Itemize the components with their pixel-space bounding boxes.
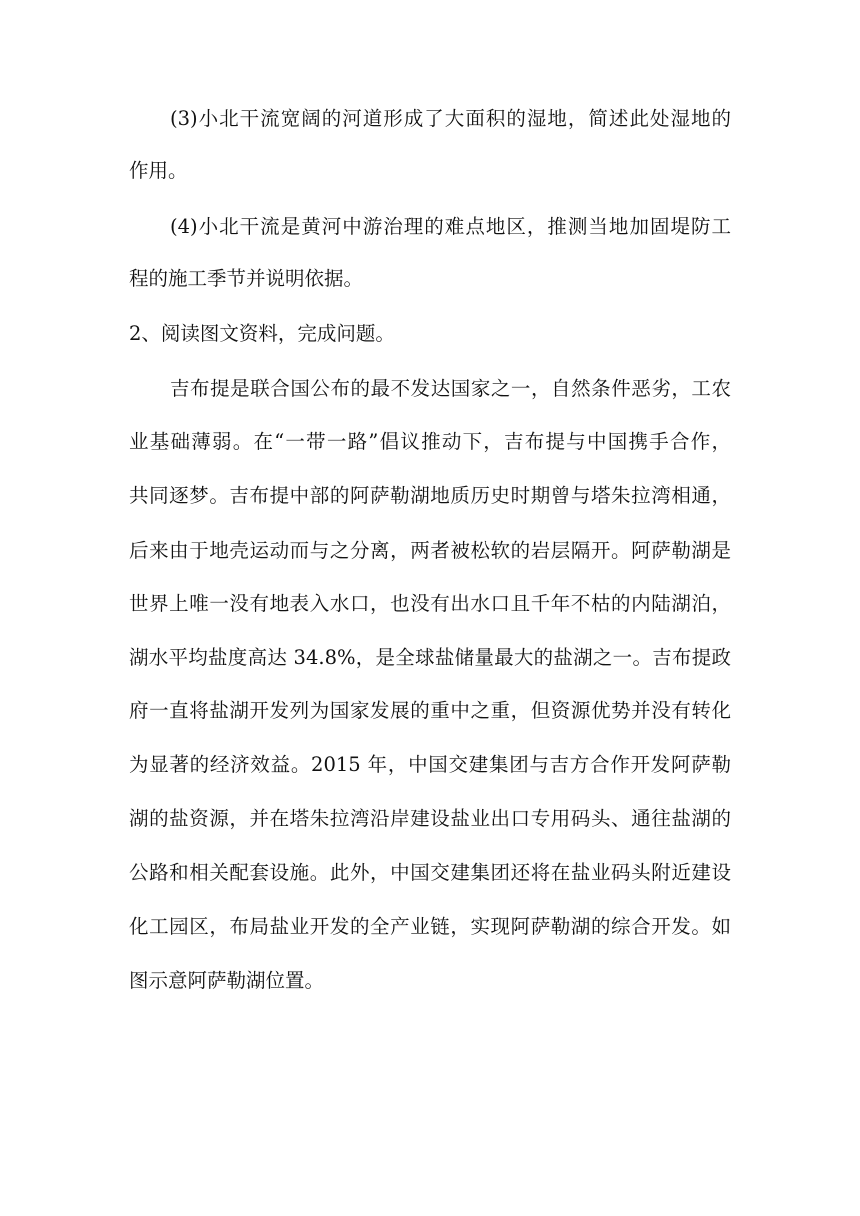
passage-line: 共同逐梦。吉布提中部的阿萨勒湖地质历史时期曾与塔朱拉湾相通， (129, 484, 731, 507)
passage-line: 世界上唯一没有地表入水口，也没有出水口且千年不枯的内陆湖泊， (129, 592, 731, 615)
passage-line: 公路和相关配套设施。此外，中国交建集团还将在盐业码头附近建设 (129, 861, 731, 884)
passage-line: 化工园区，布局盐业开发的全产业链，实现阿萨勒湖的综合开发。如 (129, 915, 731, 938)
passage-line: 图示意阿萨勒湖位置。 (129, 969, 325, 992)
passage-line: 后来由于地壳运动而与之分离，两者被松软的岩层隔开。阿萨勒湖是 (129, 539, 731, 562)
passage-line: 为显著的经济效益。2015 年，中国交建集团与吉方合作开发阿萨勒 (129, 753, 731, 776)
question-4-line-1: (4)小北干流是黄河中游治理的难点地区，推测当地加固堤防工 (170, 215, 731, 238)
question-3-line-2: 作用。 (129, 159, 188, 182)
passage-line: 湖水平均盐度高达 34.8%，是全球盐储量最大的盐湖之一。吉布提政 (129, 646, 731, 669)
passage-line: 吉布提是联合国公布的最不发达国家之一，自然条件恶劣，工农 (170, 377, 731, 400)
passage-line: 业基础薄弱。在“一带一路”倡议推动下，吉布提与中国携手合作， (129, 430, 731, 453)
passage-line: 府一直将盐湖开发列为国家发展的重中之重，但资源优势并没有转化 (129, 699, 731, 722)
question-3-line-1: (3)小北干流宽阔的河道形成了大面积的湿地，简述此处湿地的 (170, 107, 731, 130)
passage-line: 湖的盐资源，并在塔朱拉湾沿岸建设盐业出口专用码头、通往盐湖的 (129, 807, 731, 830)
question-2-heading: 2、阅读图文资料，完成问题。 (129, 322, 395, 345)
question-4-line-2: 程的施工季节并说明依据。 (129, 267, 364, 290)
